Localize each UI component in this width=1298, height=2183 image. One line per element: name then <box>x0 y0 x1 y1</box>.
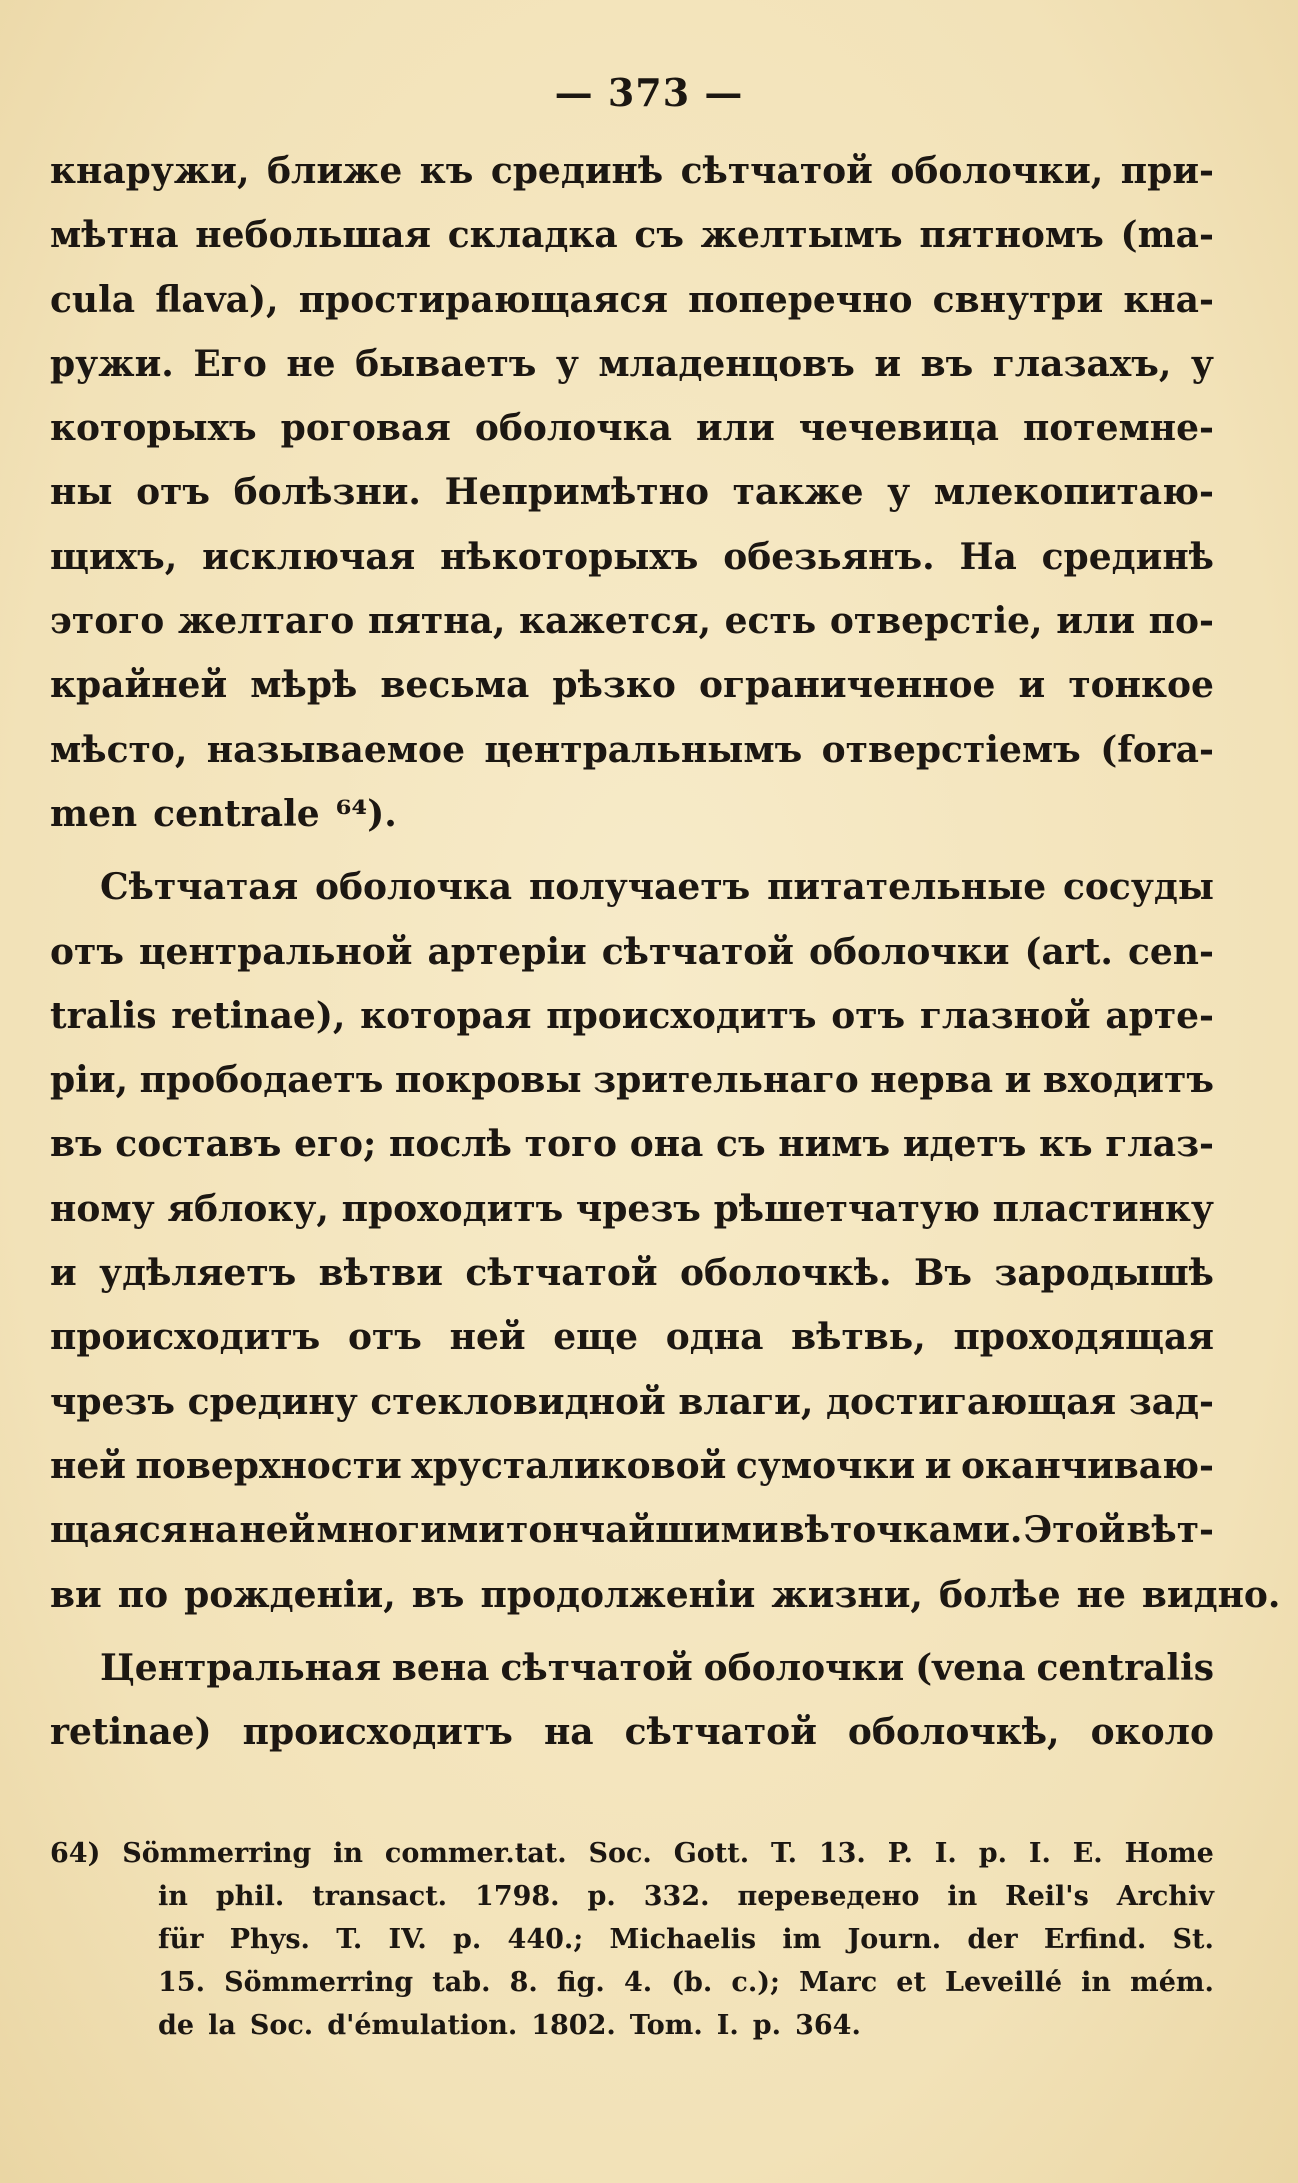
word: ному <box>50 1187 155 1230</box>
word: или <box>695 407 775 450</box>
word: центральной <box>138 930 413 973</box>
word: in <box>333 1838 364 1869</box>
word: Michaelis <box>609 1924 757 1955</box>
word: жизни, <box>771 1573 923 1616</box>
word: удѣляетъ <box>99 1252 297 1295</box>
word: tralis <box>50 994 157 1037</box>
word: также <box>732 471 864 514</box>
word: въ <box>50 1123 103 1166</box>
text-line <box>50 793 1214 857</box>
word: продолженiи <box>480 1573 756 1616</box>
word: къ <box>419 150 474 192</box>
word: у <box>887 471 911 514</box>
word: около <box>1090 1711 1214 1754</box>
text-line <box>50 407 1214 471</box>
word: артерiи <box>427 930 587 973</box>
text-line <box>50 866 1214 930</box>
word: für <box>158 1924 204 1955</box>
word: происходитъ <box>242 1711 513 1754</box>
word: не <box>286 342 336 385</box>
footnote-line <box>50 2010 1214 2053</box>
word: 1802. <box>531 2010 616 2041</box>
text-line <box>50 1573 1281 1638</box>
text-line <box>50 343 1214 407</box>
word: p. <box>752 2010 782 2041</box>
word: срединѣ <box>490 150 664 192</box>
word: одна <box>665 1316 764 1359</box>
word: поперечно <box>688 278 913 321</box>
word: у <box>555 342 579 385</box>
word: простирающаяся <box>298 278 668 321</box>
footnote <box>50 1838 1214 2053</box>
word: der <box>967 1924 1018 1955</box>
word: срединѣ <box>1041 535 1214 578</box>
word: отверстiемъ <box>821 728 1081 771</box>
word: называемое <box>206 728 465 771</box>
word: нѣкоторыхъ <box>440 535 699 578</box>
word: по- <box>1148 600 1214 643</box>
word: и <box>1004 1059 1032 1102</box>
word: men <box>50 792 138 835</box>
word: ви <box>50 1573 102 1616</box>
word: зародышѣ <box>994 1252 1214 1295</box>
word: отверстiе, <box>829 600 1043 643</box>
word: она <box>629 1123 704 1166</box>
word: не <box>1076 1573 1126 1616</box>
word: оболочкѣ. <box>679 1252 892 1295</box>
word: оболочкѣ, <box>847 1711 1060 1754</box>
word: арте- <box>1105 994 1214 1037</box>
word: къ <box>1039 1123 1093 1166</box>
word: болѣзни. <box>233 471 421 514</box>
word: небольшая <box>195 214 432 257</box>
word: (fora- <box>1100 728 1214 771</box>
word: Journ. <box>847 1924 942 1955</box>
word: глазахъ, <box>992 342 1172 385</box>
word: сѣтчатой <box>465 1252 658 1295</box>
body-text <box>50 150 1281 1775</box>
text-line <box>50 1188 1214 1252</box>
footnote-line <box>50 1881 1214 1924</box>
word: при- <box>1120 150 1214 192</box>
word: (vena <box>915 1646 1026 1689</box>
text-line <box>50 536 1214 600</box>
word: in <box>158 1881 188 1912</box>
word: ружи. <box>50 342 174 385</box>
word: у <box>1190 342 1214 385</box>
word: желтымъ <box>700 214 903 257</box>
word: въ <box>411 1573 465 1616</box>
word: im <box>782 1924 822 1955</box>
word: ны <box>50 471 113 514</box>
word: Этой <box>1023 1509 1126 1552</box>
word: на <box>188 1509 239 1552</box>
word: (art. <box>1024 930 1113 973</box>
text-line <box>50 1445 1214 1509</box>
word: зрительнаго <box>593 1059 859 1102</box>
word: этого <box>50 600 165 643</box>
word: рiи, <box>50 1059 129 1102</box>
word: млекопитаю- <box>933 471 1214 514</box>
word: сосуды <box>1062 866 1214 909</box>
word: St. <box>1172 1924 1214 1955</box>
word: оканчиваю- <box>961 1444 1214 1487</box>
word: 4. <box>623 1967 653 1998</box>
word: проходящая <box>953 1316 1214 1359</box>
word: I. <box>716 2010 739 2041</box>
word: retinae), <box>171 994 346 1037</box>
word: отъ <box>831 994 906 1037</box>
word: свнутри <box>932 278 1104 321</box>
word: его; <box>294 1123 377 1166</box>
word: кажется, <box>519 600 711 643</box>
word: рожденiи, <box>184 1573 396 1616</box>
footnote-line <box>50 1924 1214 1967</box>
word: желтаго <box>177 600 355 643</box>
word: пластинку <box>992 1187 1214 1230</box>
word: мѣрѣ <box>250 664 358 707</box>
word: того <box>524 1123 618 1166</box>
word: вѣт- <box>1126 1509 1214 1552</box>
word: и <box>1018 664 1046 707</box>
word: (ma- <box>1120 214 1214 257</box>
word: T. <box>336 1924 363 1955</box>
word: вѣтви <box>318 1252 443 1295</box>
word: исключая <box>202 535 416 578</box>
word: c.); <box>731 1967 780 1998</box>
word: Erfind. <box>1043 1924 1147 1955</box>
text-line <box>50 150 1214 214</box>
word: mém. <box>1130 1967 1214 1998</box>
word: Его <box>193 342 267 385</box>
word: cula <box>50 278 136 321</box>
word: видно. <box>1141 1573 1281 1616</box>
word: p. <box>978 1838 1007 1869</box>
word: потемне- <box>1022 407 1214 450</box>
text-line <box>50 995 1214 1059</box>
word: по <box>117 1573 169 1616</box>
word: глаз- <box>1105 1123 1214 1166</box>
word: щихъ, <box>50 535 178 578</box>
footnote-line <box>50 1838 1214 1881</box>
word: получаетъ <box>528 866 751 909</box>
word: которыхъ <box>50 407 257 450</box>
text-line <box>50 600 1214 664</box>
word: пятномъ <box>919 214 1104 257</box>
word: Marc <box>799 1967 878 1998</box>
word: центральнымъ <box>484 728 803 771</box>
word: роговая <box>280 407 451 450</box>
word: p. <box>453 1924 482 1955</box>
text-line <box>50 1059 1214 1123</box>
word: de <box>158 2010 195 2041</box>
word: fig. <box>556 1967 605 1998</box>
word: 364. <box>795 2010 861 2041</box>
word: 15. <box>158 1967 205 1998</box>
word: ⁶⁴). <box>335 792 397 835</box>
word: flava), <box>155 278 279 321</box>
word: поверхности <box>135 1444 402 1487</box>
word: происходитъ <box>546 994 817 1037</box>
word: покровы <box>394 1059 582 1102</box>
word: входитъ <box>1042 1059 1214 1102</box>
text-line <box>50 1252 1214 1316</box>
footnote-line <box>50 1967 1214 2010</box>
word: весьма <box>380 664 530 707</box>
word: сумочки <box>735 1444 916 1487</box>
text-line <box>50 1509 1214 1573</box>
word: отъ <box>347 1316 422 1359</box>
word: съ <box>634 214 684 257</box>
word: чрезъ <box>50 1380 176 1423</box>
word: обезьянъ. <box>723 535 935 578</box>
word: и <box>924 1444 952 1487</box>
word: IV. <box>388 1924 427 1955</box>
word: Центральная <box>100 1646 381 1689</box>
word: Home <box>1124 1838 1214 1869</box>
word: оболочка <box>474 407 672 450</box>
text-line <box>50 1316 1214 1380</box>
word: крайней <box>50 664 228 707</box>
word: 440.; <box>507 1924 584 1955</box>
word: средину <box>187 1380 358 1423</box>
word: Leveillé <box>945 1967 1063 1998</box>
word: складка <box>447 214 618 257</box>
word: зад- <box>1128 1380 1214 1423</box>
word: послѣ <box>389 1123 512 1166</box>
word: мѣтна <box>50 214 179 257</box>
text-line <box>50 931 1214 995</box>
word: проходитъ <box>341 1187 564 1230</box>
text-line <box>50 1647 1214 1711</box>
text-line <box>50 1123 1214 1187</box>
word: еще <box>553 1316 639 1359</box>
word: переведено <box>737 1881 920 1912</box>
word: кнаружи, <box>50 150 250 192</box>
page-number: — 373 — <box>554 70 744 115</box>
word: есть <box>724 600 817 643</box>
text-line <box>50 729 1214 793</box>
word: тонкое <box>1068 664 1214 707</box>
text-line <box>50 1381 1214 1445</box>
word: et <box>896 1967 926 1998</box>
word: глазной <box>919 994 1091 1037</box>
word: кна- <box>1123 278 1214 321</box>
word: in <box>1081 1967 1112 1998</box>
word: сѣтчатой <box>601 930 794 973</box>
text-line <box>50 1711 1214 1775</box>
word: Soc. <box>249 2010 314 2041</box>
word: I. <box>1028 1838 1051 1869</box>
word: отъ <box>50 930 124 973</box>
word: съ <box>716 1123 766 1166</box>
word: tab. <box>432 1967 491 1998</box>
word: чечевица <box>798 407 999 450</box>
word: оболочка <box>315 866 513 909</box>
word: На <box>959 535 1017 578</box>
word: сѣтчатой <box>680 150 873 192</box>
word: Tom. <box>629 2010 703 2041</box>
word: и <box>874 342 902 385</box>
word: чрезъ <box>575 1187 701 1230</box>
word: нерва <box>870 1059 994 1102</box>
word: T. <box>770 1838 797 1869</box>
word: и <box>50 1252 77 1295</box>
word: стекловидной <box>370 1380 666 1423</box>
word: commer.tat. <box>384 1838 567 1869</box>
word: сѣтчатой <box>500 1646 693 1689</box>
word: 332. <box>643 1881 710 1912</box>
word: влаги, <box>678 1380 814 1423</box>
word: рѣзко <box>552 664 676 707</box>
word: рѣшетчатую <box>713 1187 980 1230</box>
word: вена <box>391 1646 490 1689</box>
word: Непримѣтно <box>444 471 709 514</box>
text-line <box>50 279 1214 343</box>
word: или <box>1056 600 1136 643</box>
word: ближе <box>266 150 403 192</box>
word: тончайшими <box>506 1509 779 1552</box>
word: Phys. <box>229 1924 310 1955</box>
word: оболочки <box>703 1646 905 1689</box>
word: ограниченное <box>698 664 996 707</box>
word: 13. <box>818 1838 866 1869</box>
word: I. <box>934 1838 957 1869</box>
word: retinae) <box>50 1711 212 1754</box>
word: бываетъ <box>355 342 537 385</box>
word: достигающая <box>826 1380 1117 1423</box>
word: прободаетъ <box>139 1059 384 1102</box>
word: ней <box>239 1509 316 1552</box>
word: питательные <box>767 866 1047 909</box>
word: Sömmerring <box>122 1838 312 1869</box>
word: (b. <box>671 1967 713 1998</box>
word: вѣтвь, <box>791 1316 926 1359</box>
word: идетъ <box>902 1123 1027 1166</box>
word: Сѣтчатая <box>100 866 299 909</box>
word: d'émulation. <box>327 2010 518 2041</box>
word: Soc. <box>588 1838 652 1869</box>
text-line <box>50 214 1214 278</box>
word: оболочки, <box>890 150 1104 192</box>
word: P. <box>887 1838 913 1869</box>
word: на <box>543 1711 594 1754</box>
word: p. <box>587 1881 616 1912</box>
word: вѣточками. <box>779 1509 1023 1552</box>
word: centralis <box>1036 1646 1214 1689</box>
word: in <box>947 1881 978 1912</box>
word: многими <box>316 1509 505 1552</box>
word: ней <box>449 1316 526 1359</box>
word: ней <box>50 1444 126 1487</box>
word: составъ <box>115 1123 282 1166</box>
word: яблоку, <box>167 1187 329 1230</box>
word: болѣе <box>938 1573 1061 1616</box>
word: оболочки <box>808 930 1010 973</box>
word: нимъ <box>778 1123 891 1166</box>
word: la <box>208 2010 236 2041</box>
text-line <box>50 664 1214 728</box>
word: cen- <box>1127 930 1214 973</box>
word: 8. <box>509 1967 538 1998</box>
word: E. <box>1072 1838 1103 1869</box>
word: centrale <box>153 792 320 835</box>
word: phil. <box>215 1881 285 1912</box>
word: щаяся <box>50 1509 188 1552</box>
paragraph-gap <box>50 857 1214 866</box>
word: отъ <box>136 471 211 514</box>
word: 64) <box>50 1838 101 1869</box>
paragraph-gap <box>50 1638 1214 1647</box>
word: Reil's <box>1005 1881 1089 1912</box>
word: мѣсто, <box>50 728 188 771</box>
word: хрусталиковой <box>411 1444 727 1487</box>
word: пятна, <box>367 600 506 643</box>
word: Въ <box>913 1252 972 1295</box>
word: сѣтчатой <box>624 1711 817 1754</box>
word: Archiv <box>1116 1881 1214 1912</box>
word: происходитъ <box>50 1316 321 1359</box>
word: которая <box>360 994 532 1037</box>
word: Gott. <box>673 1838 750 1869</box>
word: Sömmerring <box>224 1967 414 1998</box>
word: transact. <box>312 1881 448 1912</box>
text-line <box>50 471 1214 535</box>
word: 1798. <box>475 1881 560 1912</box>
word: младенцовъ <box>598 342 855 385</box>
word: въ <box>920 342 974 385</box>
